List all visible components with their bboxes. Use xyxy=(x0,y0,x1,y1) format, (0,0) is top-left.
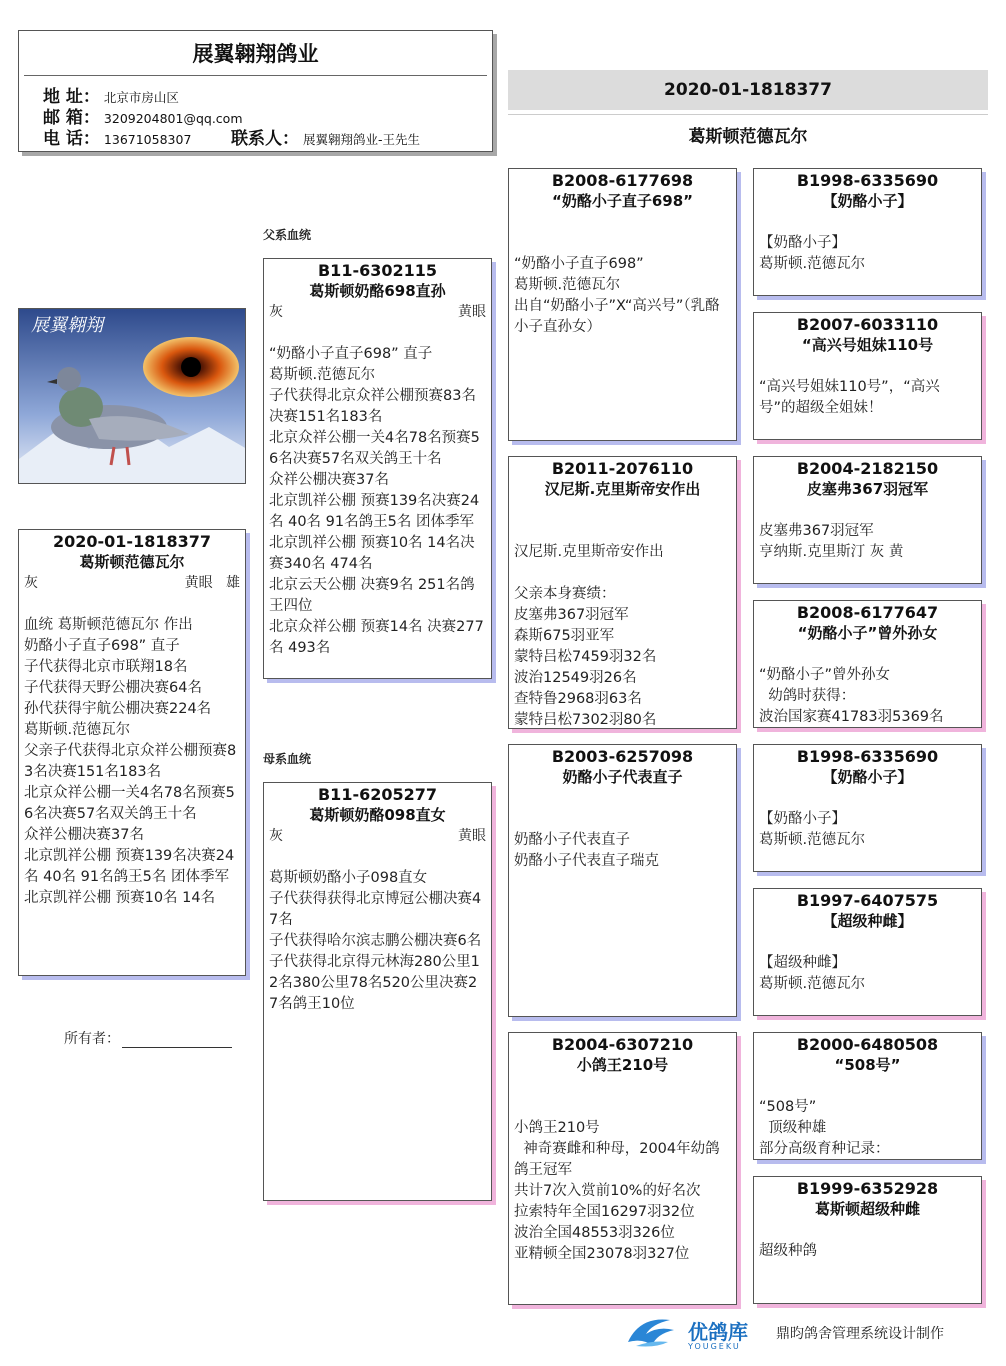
email-label: 邮 箱： xyxy=(43,108,100,128)
great-grandparent-card-3 xyxy=(753,456,982,584)
loft-title: 展翼翱翔鸽业 xyxy=(192,42,319,66)
owner-blank-line xyxy=(122,1032,232,1048)
subject-name: 葛斯顿范德瓦尔 xyxy=(79,553,185,571)
sire-color: 灰 xyxy=(269,304,283,320)
owner-field xyxy=(64,1028,232,1048)
ancestor-ring: B2000-6480508 xyxy=(796,1035,939,1054)
ancestor-name: “奶酪小子”曾外孙女 xyxy=(797,624,938,642)
dam-ring: B11-6205277 xyxy=(317,785,438,804)
footer-brand-sub: YOUGEKU xyxy=(688,1342,741,1351)
footer-brand-name: 优鸽库 xyxy=(688,1320,748,1344)
ancestor-name: “508号” xyxy=(834,1056,901,1074)
sire-ring: B11-6302115 xyxy=(317,261,438,280)
ancestor-description: 汉尼斯.克里斯帝安作出 父亲本身赛绩： 皮塞弗367羽冠军 森斯675羽亚军 蒙特吕松7459羽32名 波治12549羽26名 查特鲁2968羽63名 蒙特吕松7302羽80名 xyxy=(514,544,664,728)
great-grandparent-card-2 xyxy=(753,312,982,440)
great-grandparent-card-6 xyxy=(753,888,982,1016)
phone-label: 电 话： xyxy=(43,129,100,149)
ancestor-description: 超级种鸽 xyxy=(759,1243,817,1259)
ancestor-ring: B2004-2182150 xyxy=(796,459,939,478)
address-value: 北京市房山区 xyxy=(103,90,179,105)
subject-sex: 雄 xyxy=(226,575,240,591)
footer-made-by: 鼎昀鸽舍管理系统设计制作 xyxy=(776,1326,944,1342)
ancestor-description: 【奶酪小子】 葛斯顿.范德瓦尔 xyxy=(759,235,866,272)
ancestor-ring: B2008-6177698 xyxy=(551,171,694,190)
pigeon-illustration xyxy=(19,309,246,484)
ancestor-ring: B2003-6257098 xyxy=(551,747,694,766)
ancestor-name: 奶酪小子代表直子 xyxy=(562,768,683,786)
dam-line-label: 母系血统 xyxy=(263,752,312,766)
sire-traits xyxy=(264,302,491,323)
ancestor-ring: B1998-6335690 xyxy=(796,747,939,766)
pigeon-photo xyxy=(18,308,246,484)
ancestor-description: 皮塞弗367羽冠军 亨纳斯.克里斯汀 灰 黄 xyxy=(759,523,904,560)
ancestor-name: 【超级种雌】 xyxy=(822,912,913,930)
ancestor-ring: B2007-6033110 xyxy=(796,315,939,334)
ancestor-name: 小鸽王210号 xyxy=(576,1056,669,1074)
sire-name: 葛斯顿奶酪698直孙 xyxy=(309,282,446,300)
ancestor-description: “奶酪小子直子698” 葛斯顿.范德瓦尔 出自“奶酪小子”X“高兴号”（乳酪小子直孙女） xyxy=(514,256,720,335)
header-divider xyxy=(24,75,487,76)
ancestor-name: “奶酪小子直子698” xyxy=(551,192,694,210)
owner-label: 所有者： xyxy=(64,1031,120,1047)
ancestor-ring: B1997-6407575 xyxy=(796,891,939,910)
grandsire-maternal-card xyxy=(508,744,737,1017)
yougeku-logo-icon xyxy=(622,1312,682,1352)
ancestor-description: 小鸽王210号 神奇赛雌和种母，2004年幼鸽鸽王冠军 共计7次入赏前10%的好名次 拉索特年全国16297羽32位 波治全国48553羽326位 亚精顿全国23078羽327位 xyxy=(514,1120,720,1262)
ancestor-name: 【奶酪小子】 xyxy=(822,768,913,786)
pedigree-ring-banner: 2020-01-1818377 xyxy=(508,70,988,110)
subject-card xyxy=(18,529,246,976)
ancestor-name: 皮塞弗367羽冠军 xyxy=(806,480,929,498)
sire-eye: 黄眼 xyxy=(458,304,486,320)
subject-ring: 2020-01-1818377 xyxy=(52,532,211,551)
banner-divider xyxy=(508,114,988,115)
svg-text:展翼翱翔: 展翼翱翔 xyxy=(31,315,103,336)
email-row xyxy=(43,108,243,129)
dam-description: 葛斯顿奶酪小子098直女 子代获得获得北京博冠公棚决赛47名 子代获得哈尔滨志鹏公棚决赛6名 子代获得北京得元林海280公里12名380公里78名520公里决赛27名鸽王10位 xyxy=(269,870,482,1012)
dam-color: 灰 xyxy=(269,828,283,844)
contact-row xyxy=(231,129,420,150)
ancestor-description: “奶酪小子”曾外孙女 幼鸽时获得： 波治国家赛41783羽5369名 xyxy=(759,667,944,725)
subject-description: 血统 葛斯顿范德瓦尔 作出 奶酪小子直子698” 直子 子代获得北京市联翔18名 子代获得天野公棚决赛64名 孙代获得宇航公棚决赛224名 葛斯顿.范德瓦尔 父亲子代获得北京众祥公棚预赛83名决赛151名183名 北京众祥公棚一关4名78名预赛56名决赛57名双关鸽王十名 众祥公棚决赛37名 北京凯祥公棚 预赛139名决赛24名 40名 91名鸽王5名 团体季军 北京凯祥公棚 预赛10名 14名 xyxy=(24,617,237,906)
great-grandparent-card-5 xyxy=(753,744,982,872)
address-row xyxy=(43,87,179,108)
phone-row xyxy=(43,129,191,150)
sire-line-label: 父系血统 xyxy=(263,228,312,242)
grandsire-paternal-card xyxy=(508,168,737,441)
contact-label: 联系人： xyxy=(231,129,299,149)
ancestor-name: “高兴号姐妹110号 xyxy=(801,336,934,354)
ancestor-ring: B1999-6352928 xyxy=(796,1179,939,1198)
ancestor-name: 葛斯顿超级种雌 xyxy=(814,1200,920,1218)
ancestor-description: 【超级种雌】 葛斯顿.范德瓦尔 xyxy=(759,955,866,992)
ancestor-ring: B2004-6307210 xyxy=(551,1035,694,1054)
granddam-maternal-card xyxy=(508,1032,737,1305)
great-grandparent-card-1 xyxy=(753,168,982,296)
ancestor-description: 奶酪小子代表直子 奶酪小子代表直子瑞克 xyxy=(514,832,659,869)
ancestor-name: 汉尼斯.克里斯帝安作出 xyxy=(544,480,701,498)
dam-name: 葛斯顿奶酪098直女 xyxy=(309,806,446,824)
phone-value: 13671058307 xyxy=(103,132,192,147)
dam-eye: 黄眼 xyxy=(458,828,486,844)
ancestor-name: 【奶酪小子】 xyxy=(822,192,913,210)
ancestor-description: “高兴号姐妹110号”，“高兴号”的超级全姐妹！ xyxy=(759,379,940,416)
dam-card xyxy=(263,782,492,1201)
address-label: 地 址： xyxy=(43,87,100,107)
sire-card xyxy=(263,258,492,679)
ancestor-ring: B2008-6177647 xyxy=(796,603,939,622)
granddam-paternal-card xyxy=(508,456,737,729)
ancestor-description: “508号” 顶级种雄 部分高级育种记录： xyxy=(759,1099,890,1157)
dam-traits xyxy=(264,826,491,847)
pedigree-bird-name: 葛斯顿范德瓦尔 xyxy=(688,127,808,147)
great-grandparent-card-7 xyxy=(753,1032,982,1160)
great-grandparent-card-4 xyxy=(753,600,982,728)
ancestor-description: 【奶酪小子】 葛斯顿.范德瓦尔 xyxy=(759,811,866,848)
ancestor-ring: B1998-6335690 xyxy=(796,171,939,190)
great-grandparent-card-8 xyxy=(753,1176,982,1304)
ancestor-ring: B2011-2076110 xyxy=(551,459,694,478)
contact-value: 展翼翱翔鸽业-王先生 xyxy=(303,132,421,147)
email-value: 3209204801@qq.com xyxy=(103,111,243,126)
footer-branding xyxy=(622,1312,982,1352)
subject-eye: 黄眼 xyxy=(184,575,213,591)
subject-color: 灰 xyxy=(24,575,38,591)
subject-traits xyxy=(19,573,245,594)
sire-description: “奶酪小子直子698” 直子 葛斯顿.范德瓦尔 子代获得北京众祥公棚预赛83名决赛151名183名 北京众祥公棚一关4名78名预赛56名决赛57名双关鸽王十名 众祥公棚决赛37名 北京凯祥公棚 预赛139名决赛24名 40名 91名鸽王5名 团体季军 北京凯祥公棚 预赛10名 14名决赛340名 474名 北京云天公棚 决赛9名 251名鸽王四位 北京众祥公棚 预赛14名 决赛277名 493名 xyxy=(269,346,484,656)
loft-info-box xyxy=(18,30,493,152)
